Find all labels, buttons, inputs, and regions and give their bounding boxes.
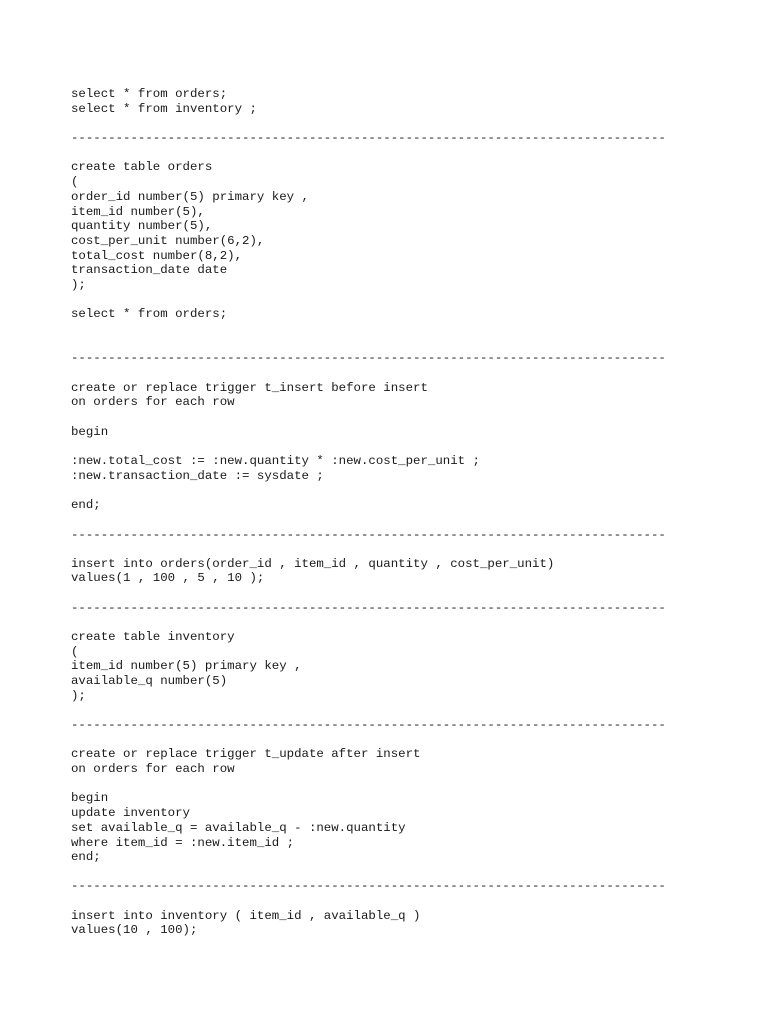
code-line: begin <box>71 425 109 439</box>
code-line: transaction_date date <box>71 263 228 277</box>
code-line: create or replace trigger t_update after insert <box>71 747 421 761</box>
code-line: end; <box>71 850 101 864</box>
code-line: end; <box>71 498 101 512</box>
code-line: ); <box>71 278 86 292</box>
code-line: item_id number(5), <box>71 205 205 219</box>
code-line: on orders for each row <box>71 762 235 776</box>
code-line: update inventory <box>71 806 190 820</box>
code-line: ); <box>71 689 86 703</box>
code-line: select * from orders; <box>71 87 228 101</box>
code-line: insert into inventory ( item_id , available_q ) <box>71 909 421 923</box>
code-line: select * from inventory ; <box>71 102 257 116</box>
code-line: :new.total_cost := :new.quantity * :new.cost_per_unit ; <box>71 454 480 468</box>
code-line: ( <box>71 175 79 189</box>
code-line: create table orders <box>71 160 213 174</box>
separator-line: -------------------------------------------------------------------------------- <box>71 601 666 615</box>
code-line: values(1 , 100 , 5 , 10 ); <box>71 571 265 585</box>
separator-line: -------------------------------------------------------------------------------- <box>71 131 666 145</box>
separator-line: -------------------------------------------------------------------------------- <box>71 879 666 893</box>
code-line: order_id number(5) primary key , <box>71 190 309 204</box>
code-line: cost_per_unit number(6,2), <box>71 234 265 248</box>
code-line: begin <box>71 791 109 805</box>
code-line: total_cost number(8,2), <box>71 249 243 263</box>
separator-line: -------------------------------------------------------------------------------- <box>71 528 666 542</box>
code-line: values(10 , 100); <box>71 923 198 937</box>
code-line: set available_q = available_q - :new.quantity <box>71 821 406 835</box>
code-line: item_id number(5) primary key , <box>71 659 302 673</box>
code-line: available_q number(5) <box>71 674 228 688</box>
code-line: insert into orders(order_id , item_id , quantity , cost_per_unit) <box>71 557 555 571</box>
code-line: ( <box>71 645 79 659</box>
separator-line: -------------------------------------------------------------------------------- <box>71 718 666 732</box>
code-line: create table inventory <box>71 630 235 644</box>
code-line: :new.transaction_date := sysdate ; <box>71 469 324 483</box>
code-line: create or replace trigger t_insert before insert <box>71 381 428 395</box>
separator-line: -------------------------------------------------------------------------------- <box>71 351 666 365</box>
code-line: on orders for each row <box>71 395 235 409</box>
code-line: quantity number(5), <box>71 219 213 233</box>
code-line: select * from orders; <box>71 307 228 321</box>
code-line: where item_id = :new.item_id ; <box>71 836 295 850</box>
